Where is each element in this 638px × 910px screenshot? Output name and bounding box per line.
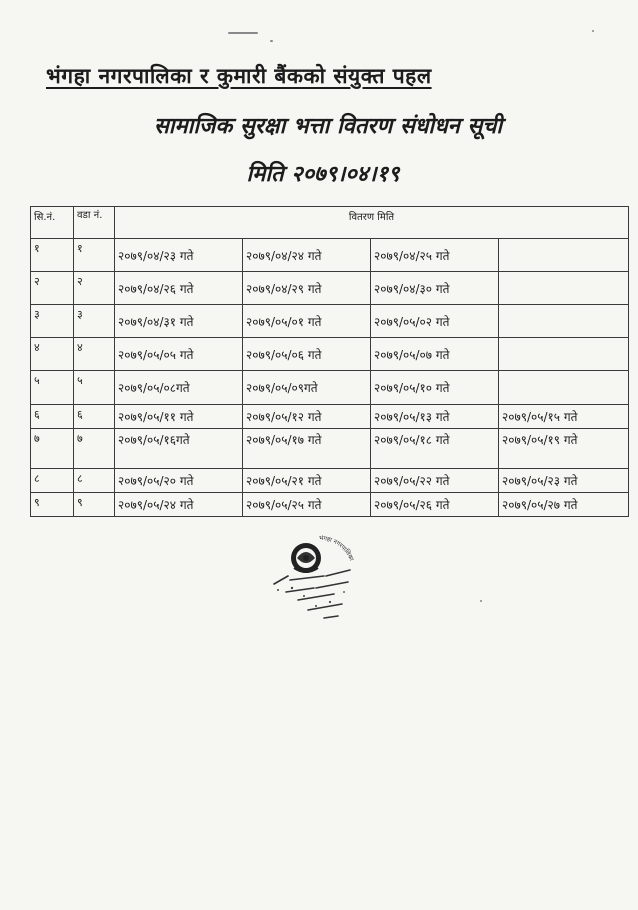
serial-cell: ३	[31, 305, 74, 338]
table-row	[31, 239, 629, 272]
ward-cell: २	[74, 272, 115, 305]
date-cell: २०७९/०५/१२ गते	[243, 405, 371, 429]
date-cell	[499, 338, 629, 371]
date-cell: २०७९/०४/२५ गते	[371, 239, 499, 272]
serial-cell: १	[31, 239, 74, 272]
ward-cell: ३	[74, 305, 115, 338]
distribution-table	[30, 206, 629, 517]
svg-text:भंगहा नगरपालिका: भंगहा नगरपालिका	[318, 534, 355, 563]
date-cell	[499, 239, 629, 272]
table-row	[31, 338, 629, 371]
ward-cell: १	[74, 239, 115, 272]
date-cell: २०७९/०५/०२ गते	[371, 305, 499, 338]
date-cell: २०७९/०५/०८गते	[115, 371, 243, 405]
date-cell: २०७९/०५/०५ गते	[115, 338, 243, 371]
date-cell	[499, 305, 629, 338]
date-line: मिति २०७९।०४।१९	[246, 162, 400, 187]
table-row	[31, 429, 629, 469]
date-cell: २०७९/०५/१३ गते	[371, 405, 499, 429]
date-cell: २०७९/०५/१६गते	[115, 429, 243, 469]
serial-cell: ५	[31, 371, 74, 405]
date-cell: २०७९/०५/०९गते	[243, 371, 371, 405]
date-cell: २०७९/०४/२३ गते	[115, 239, 243, 272]
date-cell	[499, 371, 629, 405]
date-cell: २०७९/०५/०७ गते	[371, 338, 499, 371]
date-cell: २०७९/०४/२४ गते	[243, 239, 371, 272]
ward-cell: ५	[74, 371, 115, 405]
serial-cell: ८	[31, 469, 74, 493]
date-cell	[499, 272, 629, 305]
table-row	[31, 305, 629, 338]
date-cell: २०७९/०५/११ गते	[115, 405, 243, 429]
serial-cell: ९	[31, 493, 74, 517]
date-cell: २०७९/०५/२१ गते	[243, 469, 371, 493]
date-cell: २०७९/०४/३१ गते	[115, 305, 243, 338]
date-cell: २०७९/०५/२७ गते	[499, 493, 629, 517]
date-cell: २०७९/०५/१८ गते	[371, 429, 499, 469]
official-seal-stamp	[264, 532, 374, 632]
list-subtitle: सामाजिक सुरक्षा भत्ता वितरण संधोधन सूची	[153, 114, 503, 139]
ward-header: वडा नं.	[74, 207, 115, 239]
date-cell: २०७९/०४/३० गते	[371, 272, 499, 305]
table-row	[31, 371, 629, 405]
table-row	[31, 469, 629, 493]
table-row	[31, 272, 629, 305]
date-cell: २०७९/०४/२६ गते	[115, 272, 243, 305]
serial-cell: २	[31, 272, 74, 305]
table-row	[31, 405, 629, 429]
serial-cell: ६	[31, 405, 74, 429]
date-cell: २०७९/०५/१९ गते	[499, 429, 629, 469]
ward-cell: ९	[74, 493, 115, 517]
table-row	[31, 493, 629, 517]
date-cell: २०७९/०५/०६ गते	[243, 338, 371, 371]
ward-cell: ६	[74, 405, 115, 429]
date-cell: २०७९/०५/१७ गते	[243, 429, 371, 469]
date-cell: २०७९/०५/२२ गते	[371, 469, 499, 493]
ward-cell: ७	[74, 429, 115, 469]
page-title: भंगहा नगरपालिका र कुमारी बैंकको संयुक्त पहल	[46, 64, 432, 88]
ward-cell: ४	[74, 338, 115, 371]
dates-header: वितरण मिति	[115, 207, 629, 239]
date-cell: २०७९/०५/१५ गते	[499, 405, 629, 429]
serial-cell: ७	[31, 429, 74, 469]
date-cell: २०७९/०४/२९ गते	[243, 272, 371, 305]
date-cell: २०७९/०५/२६ गते	[371, 493, 499, 517]
date-cell: २०७९/०५/१० गते	[371, 371, 499, 405]
serial-header: सि.नं.	[31, 207, 74, 239]
serial-cell: ४	[31, 338, 74, 371]
date-cell: २०७९/०५/२४ गते	[115, 493, 243, 517]
ward-cell: ८	[74, 469, 115, 493]
date-cell: २०७९/०५/०१ गते	[243, 305, 371, 338]
date-cell: २०७९/०५/२० गते	[115, 469, 243, 493]
date-cell: २०७९/०५/२३ गते	[499, 469, 629, 493]
date-cell: २०७९/०५/२५ गते	[243, 493, 371, 517]
